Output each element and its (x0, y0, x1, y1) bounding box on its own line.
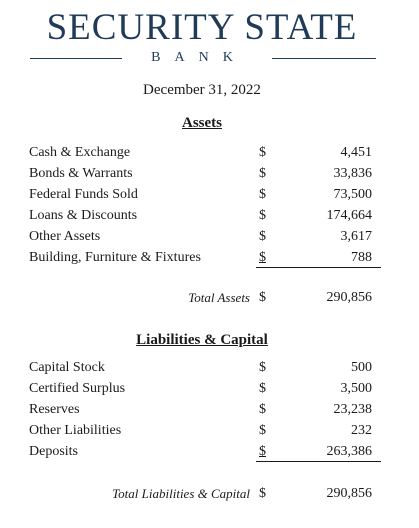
row-label: Capital Stock (29, 360, 105, 375)
currency-symbol: $ (259, 381, 266, 396)
currency-symbol: $ (259, 290, 266, 305)
liabilities-heading: Liabilities & Capital (136, 332, 268, 348)
total-amount: 290,856 (326, 486, 372, 501)
row-amount: 3,500 (340, 381, 372, 396)
total-amount: 290,856 (326, 290, 372, 305)
table-row (0, 423, 419, 443)
row-label: Building, Furniture & Fixtures (29, 250, 201, 265)
statement-date: December 31, 2022 (143, 82, 261, 98)
row-label: Other Assets (29, 229, 101, 244)
bank-name: SECURITY STATE (46, 7, 358, 48)
total-label: Total Liabilities & Capital (112, 486, 250, 501)
total-row (0, 290, 419, 310)
bank-subtitle: BANK (151, 50, 247, 65)
currency-symbol: $ (259, 229, 266, 244)
logo-divider-left (30, 58, 122, 59)
row-label: Cash & Exchange (29, 145, 131, 160)
currency-symbol: $ (259, 208, 266, 223)
table-row (0, 187, 419, 207)
assets-heading: Assets (182, 115, 222, 131)
row-label: Certified Surplus (29, 381, 126, 396)
row-amount: 263,386 (326, 444, 372, 459)
row-label: Other Liabilities (29, 423, 122, 438)
row-amount: 4,451 (340, 145, 372, 160)
currency-symbol: $ (259, 145, 266, 160)
table-row (0, 208, 419, 228)
row-amount: 232 (351, 423, 372, 438)
row-amount: 33,836 (333, 166, 372, 181)
table-row (0, 402, 419, 422)
row-label: Federal Funds Sold (29, 187, 138, 202)
total-row (0, 486, 419, 506)
row-amount: 23,238 (333, 402, 372, 417)
currency-symbol: $ (259, 444, 266, 459)
row-amount: 174,664 (326, 208, 372, 223)
row-amount: 73,500 (333, 187, 372, 202)
table-row (0, 360, 419, 380)
table-row (0, 166, 419, 186)
row-amount: 788 (351, 250, 372, 265)
currency-symbol: $ (259, 360, 266, 375)
row-label: Loans & Discounts (29, 208, 138, 223)
table-row (0, 145, 419, 165)
currency-symbol: $ (259, 423, 266, 438)
currency-symbol: $ (259, 166, 266, 181)
bank-subtitle-row (30, 50, 376, 68)
row-label: Reserves (29, 402, 80, 417)
total-label: Total Assets (188, 290, 250, 305)
subtotal-rule (256, 267, 381, 268)
currency-symbol: $ (259, 187, 266, 202)
currency-symbol: $ (259, 486, 266, 501)
row-label: Bonds & Warrants (29, 166, 133, 181)
table-row (0, 381, 419, 401)
table-row (0, 229, 419, 249)
row-label: Deposits (29, 444, 78, 459)
subtotal-rule (256, 461, 381, 462)
row-amount: 500 (351, 360, 372, 375)
currency-symbol: $ (259, 402, 266, 417)
currency-symbol: $ (259, 250, 266, 265)
row-amount: 3,617 (340, 229, 372, 244)
logo-divider-right (272, 58, 376, 59)
